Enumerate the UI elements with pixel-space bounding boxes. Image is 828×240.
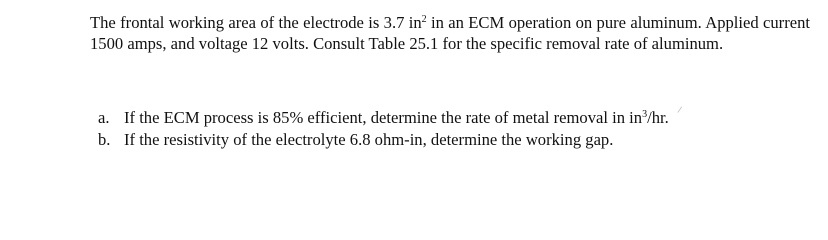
list-marker: b. (98, 130, 111, 149)
intro-text-part1: The frontal working area of the electrode is 3.7 in (90, 13, 422, 32)
problem-statement (90, 13, 810, 54)
intro-text-part2: in an ECM operation on pure aluminum. Applied current 1500 amps, and voltage 12 volts. Consult Table 25.1 for the specific removal rate of aluminum. (90, 13, 811, 53)
question-list (90, 107, 810, 151)
list-item (90, 107, 810, 129)
question-a-text (124, 107, 669, 129)
question-a-part2: /hr. (647, 108, 669, 127)
pencil-mark (677, 106, 684, 114)
list-marker: a. (98, 108, 110, 127)
intro-superscript: 2 (421, 14, 427, 25)
list-item (90, 129, 810, 151)
question-b-text: If the resistivity of the electrolyte 6.8 ohm-in, determine the working gap. (124, 130, 614, 149)
question-a-part1: If the ECM process is 85% efficient, determine the rate of metal removal in in (124, 108, 643, 127)
problem-intro-text (90, 13, 810, 54)
question-a-superscript: 3 (642, 109, 648, 120)
